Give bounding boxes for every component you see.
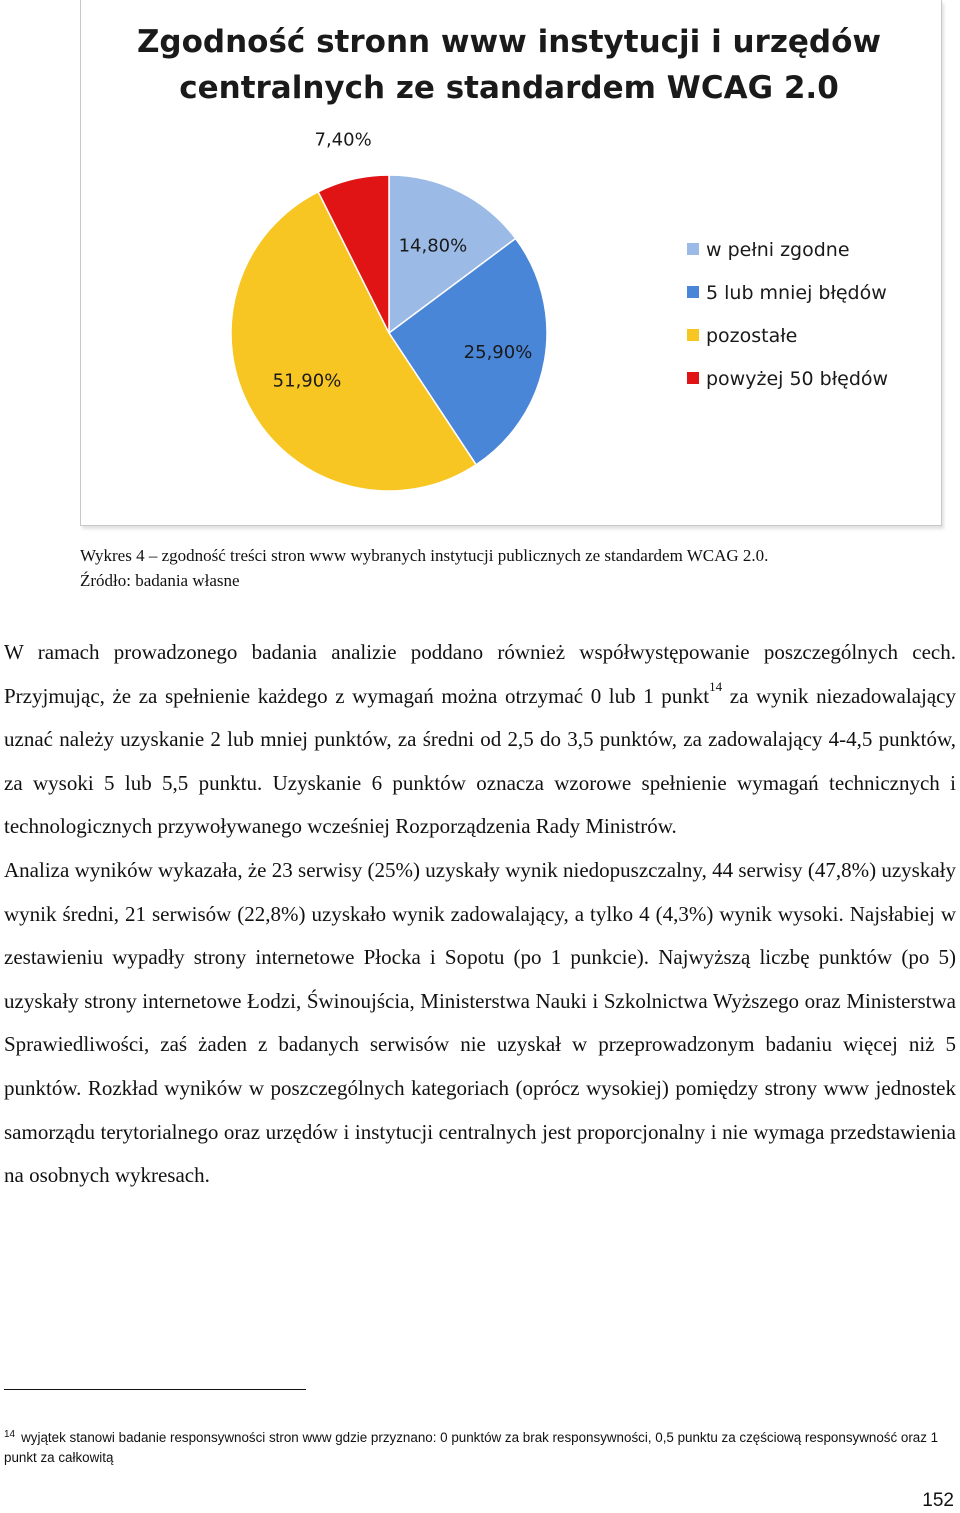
pie-slice-value-label: 7,40% xyxy=(314,129,372,151)
legend-label: pozostałe xyxy=(706,325,798,347)
footnote-separator xyxy=(4,1389,306,1390)
paragraph-2: Analiza wyników wykazała, że 23 serwisy (25%) uzyskały wynik niedopuszczalny, 44 serwisy (47,8%) uzyskały wynik średni, 21 serwisów (22,8%) uzyskało wynik zadowalający, a tylko 4 (4,3%) wynik wysoki. Najsłabiej w zestawieniu wypadły strony internetowe Płocka i Sopotu (po 1 punkcie). Najwyższą liczbę punktów (po 5) uzyskały strony internetowe Łodzi, Świnoujścia, Ministerstwa Nauki i Szkolnictwa Wyższego oraz Ministerstwa Sprawiedliwości, zaś żaden z badanych serwisów nie uzyskał w przeprowadzonym badaniu więcej niż 5 punktów. Rozkład wyników w poszczególnych kategoriach (oprócz wysokiej) pomiędzy strony www jednostek samorządu terytorialnego oraz urzędów i instytucji centralnych jest proporcjonalny i nie wymaga przedstawienia na osobnych wykresach. xyxy=(4,857,956,1188)
legend-swatch xyxy=(687,329,699,341)
legend-label: powyżej 50 błędów xyxy=(706,368,889,390)
pie-slices xyxy=(231,175,547,491)
pie-slice-value-label: 51,90% xyxy=(272,370,342,392)
legend-label: 5 lub mniej błędów xyxy=(706,282,887,304)
legend-label: w pełni zgodne xyxy=(706,239,850,261)
legend-swatch xyxy=(687,243,699,255)
pie-chart-figure xyxy=(80,0,942,526)
caption-source: Źródło: badania własne xyxy=(80,571,240,590)
paragraph-1-part-b: za wynik niezadowalający uznać należy uzyskanie 2 lub mniej punktów, za średni od 2,5 do 3,5 punktów, za zadowalający 4-4,5 punktów, za wysoki 5 lub 5,5 punktu. Uzyskanie 6 punktów oznacza wzorowe spełnienie wymagań technicznych i technologicznych przywoływanego wcześniej Rozporządzenia Rady Ministrów. xyxy=(4,683,956,839)
chart-legend xyxy=(687,239,888,390)
footnote-number: 14 xyxy=(4,1429,16,1440)
footnote xyxy=(4,1428,960,1468)
legend-swatch xyxy=(687,372,699,384)
body-text xyxy=(4,631,956,1198)
pie-slice-value-label: 25,90% xyxy=(463,342,533,363)
caption-title: Wykres 4 – zgodność treści stron www wybranych instytucji publicznych ze standardem WCAG 2.0. xyxy=(80,546,769,565)
footnote-reference[interactable]: 14 xyxy=(709,678,723,694)
paragraph-1 xyxy=(4,631,956,849)
paragraph-1-part-a: W ramach prowadzonego badania analizie poddano również współwystępowanie poszczególnych cech. Przyjmując, że za spełnienie każdego z wymagań można otrzymać 0 lub 1 punkt xyxy=(4,640,956,708)
chart-title-line-1: Zgodność stronn www instytucji i urzędów xyxy=(136,24,882,60)
pie-slice-value-label: 14,80% xyxy=(398,235,468,257)
page-number: 152 xyxy=(922,1490,954,1511)
footnote-text: wyjątek stanowi badanie responsywności stron www gdzie przyznano: 0 punktów za brak responsywności, 0,5 punktu za częściową responsywność oraz 1 punkt za całkowitą xyxy=(4,1430,939,1465)
chart-title-line-2: centralnych ze standardem WCAG 2.0 xyxy=(179,70,839,106)
pie-chart-svg xyxy=(81,0,941,524)
figure-caption xyxy=(80,543,950,593)
legend-swatch xyxy=(687,286,699,298)
